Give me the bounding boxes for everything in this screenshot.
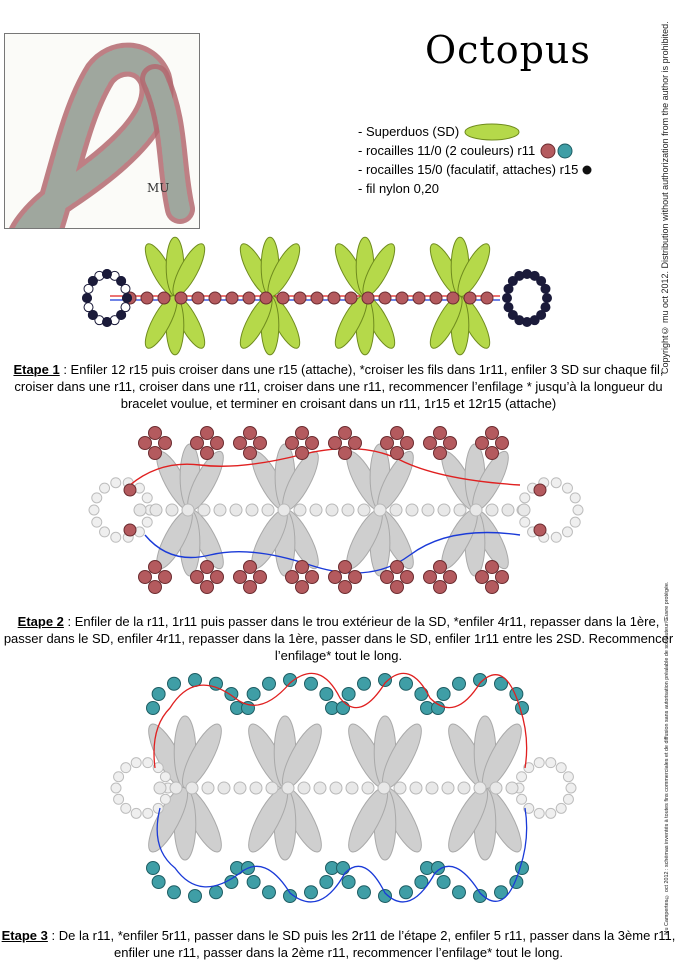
r11-bead (430, 292, 442, 304)
r11-teal-bead (147, 862, 160, 875)
r11-bead-cluster (254, 571, 267, 584)
grey-r15-bead (111, 783, 121, 793)
r11-bead (226, 292, 238, 304)
r11-teal-bead (152, 688, 165, 701)
r11-bead-cluster (349, 571, 362, 584)
r11-bead-cluster (329, 571, 342, 584)
grey-r15-bead (114, 794, 124, 804)
grey-r15-bead (534, 758, 544, 768)
grey-r11-bead (502, 504, 514, 516)
grey-r15-bead (546, 808, 556, 818)
r11-bead-cluster (211, 437, 224, 450)
r11-bead-cluster (444, 437, 457, 450)
r15-bead (503, 294, 512, 303)
grey-r15-bead (551, 532, 561, 542)
diagram-step-3 (0, 668, 650, 908)
r11-teal-bead (342, 876, 355, 889)
grey-r11-bead (298, 782, 310, 794)
step-3-instructions: Etape 3 : De la r11, *enfiler 5r11, passer dans le SD puis les 2r11 de l’étape 2, enfiler 5 r11, passer dans la 3ème r11, enfiler une r11, passer dans la 2ème r11, recommencer l’enfilage* tout le long. (1, 928, 676, 960)
grey-r15-bead (556, 803, 566, 813)
step-2-instructions: Etape 2 : Enfiler de la r11, 1r11 puis passer dans le trou extérieur de la SD, *enfiler 4r11, repasser dans la 1ère, passer dans le SD, enfiler 4r11, repasser dans la 1ère, passer dans le SD, enfiler 1r11 entre les 2SD. Recommencer l’enfilage* tout le long. (3, 614, 674, 663)
r11-teal-bead (453, 886, 466, 899)
grey-r15-bead (570, 517, 580, 527)
r11-bead-cluster (149, 581, 162, 594)
r11-teal-bead (305, 677, 318, 690)
r11-bead-cluster (139, 571, 152, 584)
r15-bead-icon (582, 164, 594, 176)
page-title: Octopus (425, 28, 591, 72)
r11-bead (362, 292, 374, 304)
r11-bead-cluster (434, 581, 447, 594)
grey-r11-bead (374, 504, 386, 516)
r11-bead (192, 292, 204, 304)
grey-r15-bead (551, 478, 561, 488)
r11-bead-cluster (296, 427, 309, 440)
r11-teal-bead (342, 688, 355, 701)
grey-r11-bead (246, 504, 258, 516)
r11-bead-cluster (339, 447, 352, 460)
r11-bead-cluster (486, 447, 499, 460)
grey-r11-bead (410, 782, 422, 794)
grey-r11-bead (390, 504, 402, 516)
grey-r11-bead (394, 782, 406, 794)
r11-bead (260, 292, 272, 304)
material-item-r11: - rocailles 11/0 (2 couleurs) r11 (358, 141, 594, 160)
grey-r11-bead (310, 504, 322, 516)
grey-r15-bead (534, 808, 544, 818)
r11-bead (277, 292, 289, 304)
r15-bead (83, 294, 92, 303)
r11-teal-bead (400, 886, 413, 899)
grey-r15-bead (562, 527, 572, 537)
r11-teal-bead (168, 886, 181, 899)
r11-teal-bead (247, 876, 260, 889)
r11-bead-cluster (486, 581, 499, 594)
r11-teal-bead (263, 677, 276, 690)
r11-bead-cluster (339, 427, 352, 440)
copyright-notice-top: Copyright© mu oct 2012. Distribution without authorization from the author is prohibited. (660, 21, 670, 374)
r11-bead-cluster (486, 427, 499, 440)
r11-bead-cluster (296, 447, 309, 460)
r11-teal-bead (337, 862, 350, 875)
grey-r11-bead (362, 782, 374, 794)
r11-bead-cluster (296, 561, 309, 574)
grey-r11-bead (426, 782, 438, 794)
r11-teal-bead (474, 674, 487, 687)
r11-bead-cluster (234, 571, 247, 584)
grey-r15-bead (520, 517, 530, 527)
grey-r11-bead (230, 504, 242, 516)
grey-r11-bead (170, 782, 182, 794)
grey-r11-bead (218, 782, 230, 794)
r11-bead-cluster (244, 447, 257, 460)
r11-bead-cluster (201, 427, 214, 440)
r11-beads-icon (539, 142, 575, 160)
r11-bead (345, 292, 357, 304)
r11-teal-bead (453, 677, 466, 690)
grey-r11-bead (422, 504, 434, 516)
grey-r11-bead (358, 504, 370, 516)
r15-bead (88, 277, 97, 286)
r15-bead (103, 270, 112, 279)
grey-r15-bead (153, 803, 163, 813)
r11-teal-bead (358, 886, 371, 899)
r11-bead-cluster (201, 581, 214, 594)
r11-teal-bead (210, 886, 223, 899)
r11-bead (294, 292, 306, 304)
grey-r11-bead (518, 504, 530, 516)
r11-bead (396, 292, 408, 304)
grey-r11-bead (182, 504, 194, 516)
r15-bead (117, 277, 126, 286)
grey-r15-bead (563, 794, 573, 804)
grey-r11-bead (438, 504, 450, 516)
r11-teal-bead (189, 890, 202, 903)
r11-bead-cluster (149, 427, 162, 440)
grey-r15-bead (563, 772, 573, 782)
r11-bead-cluster (296, 581, 309, 594)
r11-bead-cluster (434, 561, 447, 574)
r11-teal-bead (147, 702, 160, 715)
grey-r11-bead (186, 782, 198, 794)
r11-bead (413, 292, 425, 304)
r11-bead-cluster (201, 561, 214, 574)
r11-bead-cluster (149, 447, 162, 460)
r11-teal-bead (210, 677, 223, 690)
r11-bead-cluster (391, 447, 404, 460)
grey-r11-bead (278, 504, 290, 516)
r11-bead-cluster (476, 571, 489, 584)
r11-bead-cluster (191, 571, 204, 584)
photo-signature: MU (147, 181, 170, 195)
grey-r11-bead (454, 504, 466, 516)
r11-bead-cluster (496, 571, 509, 584)
r11-bead (481, 292, 493, 304)
r11-bead-cluster (401, 437, 414, 450)
r11-teal-bead (437, 688, 450, 701)
grey-r15-bead (89, 505, 99, 515)
r15-bead (123, 294, 132, 303)
r15-bead (88, 310, 97, 319)
r11-bead-cluster (339, 581, 352, 594)
material-item-r15: - rocailles 15/0 (faculatif, attaches) r15 (358, 160, 594, 179)
r11-bead-cluster (254, 437, 267, 450)
grey-r15-bead (546, 758, 556, 768)
grey-r15-bead (131, 808, 141, 818)
grey-r15-bead (100, 483, 110, 493)
grey-r11-bead (154, 782, 166, 794)
r11-bead-cluster (139, 437, 152, 450)
r11-bead (328, 292, 340, 304)
r11-bead-cluster (191, 437, 204, 450)
r11-bead (379, 292, 391, 304)
r11-bead-cluster (486, 561, 499, 574)
r11-bead-cluster (391, 561, 404, 574)
grey-r11-bead (378, 782, 390, 794)
grey-r11-bead (198, 504, 210, 516)
grey-r11-bead (214, 504, 226, 516)
r11-bead-cluster (476, 437, 489, 450)
r11-bead-cluster (434, 447, 447, 460)
r11-teal-bead (168, 677, 181, 690)
r11-bead (124, 484, 136, 496)
grey-r15-bead (142, 517, 152, 527)
grey-r15-bead (517, 794, 527, 804)
r11-bead-cluster (201, 447, 214, 460)
grey-r11-bead (150, 504, 162, 516)
r15-bead (504, 303, 513, 312)
r11-bead-cluster (159, 571, 172, 584)
grey-r11-bead (326, 504, 338, 516)
r11-bead-cluster (349, 437, 362, 450)
copyright-notice-bottom: Mu Campertes© oct 2012 : schémas inventés à toutes fins commerciales et de diffusion sans autorisation préalable de son auteur/Œuvre protégée. (664, 581, 670, 935)
grey-r11-bead (470, 504, 482, 516)
grey-r15-bead (111, 478, 121, 488)
r11-bead (209, 292, 221, 304)
r11-bead-cluster (444, 571, 457, 584)
grey-r11-bead (490, 782, 502, 794)
grey-r11-bead (486, 504, 498, 516)
grey-r15-bead (143, 808, 153, 818)
r11-bead-cluster (391, 581, 404, 594)
bracelet-illustration (5, 34, 199, 228)
grey-r15-bead (566, 783, 576, 793)
grey-r11-bead (202, 782, 214, 794)
material-item-thread: - fil nylon 0,20 (358, 181, 439, 196)
grey-r15-bead (160, 794, 170, 804)
r11-teal-bead (320, 688, 333, 701)
r11-bead-cluster (401, 571, 414, 584)
r11-teal-bead (379, 890, 392, 903)
r11-teal-bead (379, 674, 392, 687)
diagram-step-2 (0, 415, 650, 605)
grey-r15-bead (520, 493, 530, 503)
r11-teal-bead (400, 677, 413, 690)
grey-r15-bead (114, 772, 124, 782)
r11-teal-bead (437, 876, 450, 889)
r11-teal-bead (152, 876, 165, 889)
r11-bead (534, 524, 546, 536)
grey-r11-bead (474, 782, 486, 794)
grey-r11-bead (342, 504, 354, 516)
grey-r15-bead (121, 803, 131, 813)
grey-r15-bead (160, 772, 170, 782)
r11-teal-bead (337, 702, 350, 715)
grey-r15-bead (556, 763, 566, 773)
grey-r11-bead (134, 504, 146, 516)
r11-bead-cluster (244, 427, 257, 440)
r11-bead (464, 292, 476, 304)
r11-teal-bead (320, 876, 333, 889)
r11-bead-cluster (244, 581, 257, 594)
r11-bead (243, 292, 255, 304)
r11-teal-bead (474, 890, 487, 903)
r11-bead-cluster (286, 571, 299, 584)
r11-bead-cluster (391, 427, 404, 440)
r11-bead-cluster (424, 437, 437, 450)
grey-r15-bead (562, 483, 572, 493)
grey-r11-bead (250, 782, 262, 794)
grey-r11-bead (506, 782, 518, 794)
r11-teal-bead (358, 677, 371, 690)
grey-r11-bead (266, 782, 278, 794)
grey-r11-bead (262, 504, 274, 516)
r11-teal-bead (305, 886, 318, 899)
r15-bead (117, 310, 126, 319)
r11-bead-cluster (496, 437, 509, 450)
grey-r15-bead (111, 532, 121, 542)
r11-bead (141, 292, 153, 304)
grey-r15-bead (100, 527, 110, 537)
grey-r15-bead (517, 772, 527, 782)
r11-bead-cluster (211, 571, 224, 584)
grey-r15-bead (131, 758, 141, 768)
r11-bead (124, 524, 136, 536)
grey-r15-bead (573, 505, 583, 515)
r11-bead-cluster (381, 437, 394, 450)
grey-r11-bead (346, 782, 358, 794)
grey-r11-bead (406, 504, 418, 516)
grey-r15-bead (92, 493, 102, 503)
grey-r11-bead (314, 782, 326, 794)
superduo-bead-icon (463, 123, 521, 141)
grey-r15-bead (142, 493, 152, 503)
r11-bead (175, 292, 187, 304)
r11-teal-bead (432, 702, 445, 715)
grey-r11-bead (166, 504, 178, 516)
r15-bead (541, 284, 550, 293)
diagram-step-1 (0, 232, 600, 358)
r11-bead-cluster (306, 571, 319, 584)
grey-r15-bead (570, 493, 580, 503)
material-item-superduo: - Superduos (SD) (358, 122, 594, 141)
r11-bead-cluster (286, 437, 299, 450)
r15-bead (103, 318, 112, 327)
r15-bead (543, 294, 552, 303)
grey-r15-bead (92, 517, 102, 527)
grey-r11-bead (282, 782, 294, 794)
grey-r11-bead (458, 782, 470, 794)
grey-r15-bead (143, 758, 153, 768)
r11-bead-cluster (381, 571, 394, 584)
r11-teal-bead (263, 886, 276, 899)
grey-r11-bead (442, 782, 454, 794)
r11-bead-cluster (434, 427, 447, 440)
grey-r11-bead (234, 782, 246, 794)
r11-bead-cluster (424, 571, 437, 584)
r11-bead-cluster (339, 561, 352, 574)
r11-bead-cluster (159, 437, 172, 450)
r11-bead-cluster (244, 561, 257, 574)
r11-bead-cluster (234, 437, 247, 450)
grey-r11-bead (294, 504, 306, 516)
r11-bead (447, 292, 459, 304)
grey-r11-bead (330, 782, 342, 794)
r11-bead-cluster (306, 437, 319, 450)
r11-bead (534, 484, 546, 496)
r11-bead (311, 292, 323, 304)
r11-teal-bead (189, 674, 202, 687)
r11-bead-cluster (149, 561, 162, 574)
r11-bead (158, 292, 170, 304)
grey-r15-bead (121, 763, 131, 773)
bracelet-photo (4, 33, 200, 229)
materials-list (358, 122, 594, 198)
r11-bead-cluster (329, 437, 342, 450)
step-1-instructions: Etape 1 : Enfiler 12 r15 puis croiser dans une r15 (attache), *croiser les fils dans 1r11, enfiler 3 SD sur chaque fil, croiser dans une r11, croiser dans une r11, croiser dans une r11, recommencer l’enfilage * jusqu’à la longueur du bracelet voulue, et terminer en croisant dans un r11, 1r15 et 12r15 (attache) (13, 362, 664, 411)
r11-teal-bead (247, 688, 260, 701)
